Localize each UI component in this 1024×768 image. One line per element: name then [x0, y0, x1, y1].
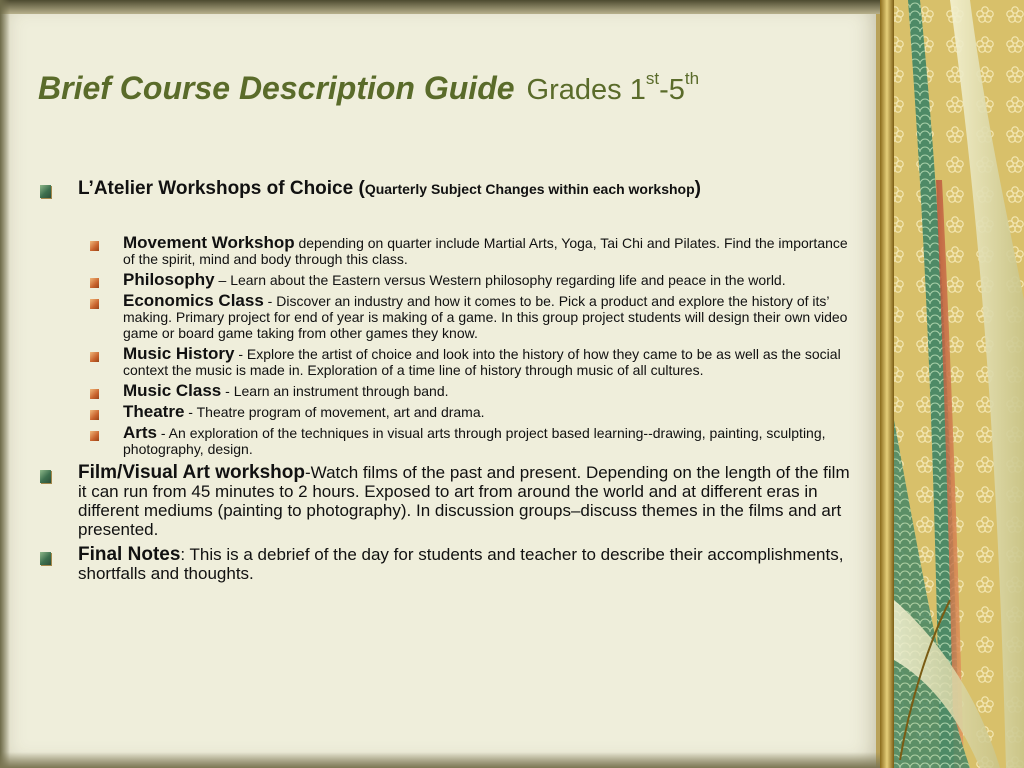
square-bullet-icon: [90, 241, 99, 251]
list-item-music-history: [40, 346, 855, 378]
workshops-close: ): [694, 178, 701, 199]
list-item-workshops: [40, 178, 855, 200]
economics-term: Economics Class: [123, 291, 264, 310]
title-grades-mid: -5: [659, 74, 685, 106]
decorative-sidebar: [880, 0, 1024, 768]
square-bullet-icon: [90, 410, 99, 420]
title-sup-st: st: [645, 69, 660, 89]
workshops-heading: L’Atelier Workshops of Choice (: [78, 178, 365, 199]
music-history-term: Music History: [123, 344, 235, 363]
list-item-final-notes: [40, 545, 855, 583]
list-item-economics: [40, 293, 855, 341]
title-grades-prefix: Grades 1: [526, 74, 646, 106]
arts-text: - An exploration of the techniques in visual arts through project based learning--drawing, painting, sculpting, photography, design.: [123, 425, 826, 457]
philosophy-term: Philosophy: [123, 270, 215, 289]
film-term: Film/Visual Art workshop: [78, 462, 305, 483]
bullet-list: [40, 178, 855, 583]
title-main: Brief Course Description Guide: [38, 70, 515, 106]
final-notes-term: Final Notes: [78, 544, 181, 565]
list-item-arts: [40, 425, 855, 457]
music-class-term: Music Class: [123, 381, 222, 400]
workshops-note: Quarterly Subject Changes within each workshop: [364, 181, 695, 197]
music-history-text: - Explore the artist of choice and look into the history of how they came to be as well as the social context the music is made in. Exploration of a time line of history through music of all cultures.: [123, 346, 841, 378]
final-notes-text: : This is a debrief of the day for students and teacher to describe their accomplishments, shortfalls and thoughts.: [78, 545, 844, 583]
music-class-text: - Learn an instrument through band.: [221, 383, 449, 399]
list-item-movement: [40, 235, 855, 267]
theatre-text: - Theatre program of movement, art and drama.: [184, 404, 485, 420]
list-item-philosophy: [40, 272, 855, 288]
square-bullet-icon: [40, 470, 51, 483]
movement-term: Movement Workshop: [123, 233, 295, 252]
panel-top-shadow: [0, 0, 880, 14]
square-bullet-icon: [90, 278, 99, 288]
arts-term: Arts: [123, 423, 158, 442]
list-item-film: [40, 463, 855, 539]
philosophy-text: – Learn about the Eastern versus Western philosophy regarding life and peace in the world.: [214, 272, 786, 288]
panel-bottom-shadow: [0, 752, 880, 768]
panel-left-shadow: [0, 0, 10, 768]
square-bullet-icon: [90, 389, 99, 399]
economics-text: - Discover an industry and how it comes to be. Pick a product and explore the history of its’ making. Primary project for end of year is making of a game. In this group project students will design their own video game or board game taking from other games they know.: [123, 293, 848, 341]
title-sup-th: th: [684, 69, 700, 89]
square-bullet-icon: [90, 352, 99, 362]
slide-title: [38, 70, 699, 107]
square-bullet-icon: [90, 431, 99, 441]
list-item-music-class: [40, 383, 855, 399]
square-bullet-icon: [40, 185, 51, 198]
film-text: -Watch films of the past and present. Depending on the length of the film it can run from 45 minutes to 2 hours. Exposed to art from around the world and at different eras in different mediums (painting to photography). In discussion groups–discuss themes in the films and art presented.: [78, 463, 850, 539]
square-bullet-icon: [90, 299, 99, 309]
theatre-term: Theatre: [123, 402, 185, 421]
list-item-theatre: [40, 404, 855, 420]
title-grades: [526, 69, 700, 106]
movement-text: depending on quarter include Martial Arts, Yoga, Tai Chi and Pilates. Find the importance of the spirit, mind and body through this class.: [123, 235, 848, 267]
square-bullet-icon: [40, 552, 51, 565]
